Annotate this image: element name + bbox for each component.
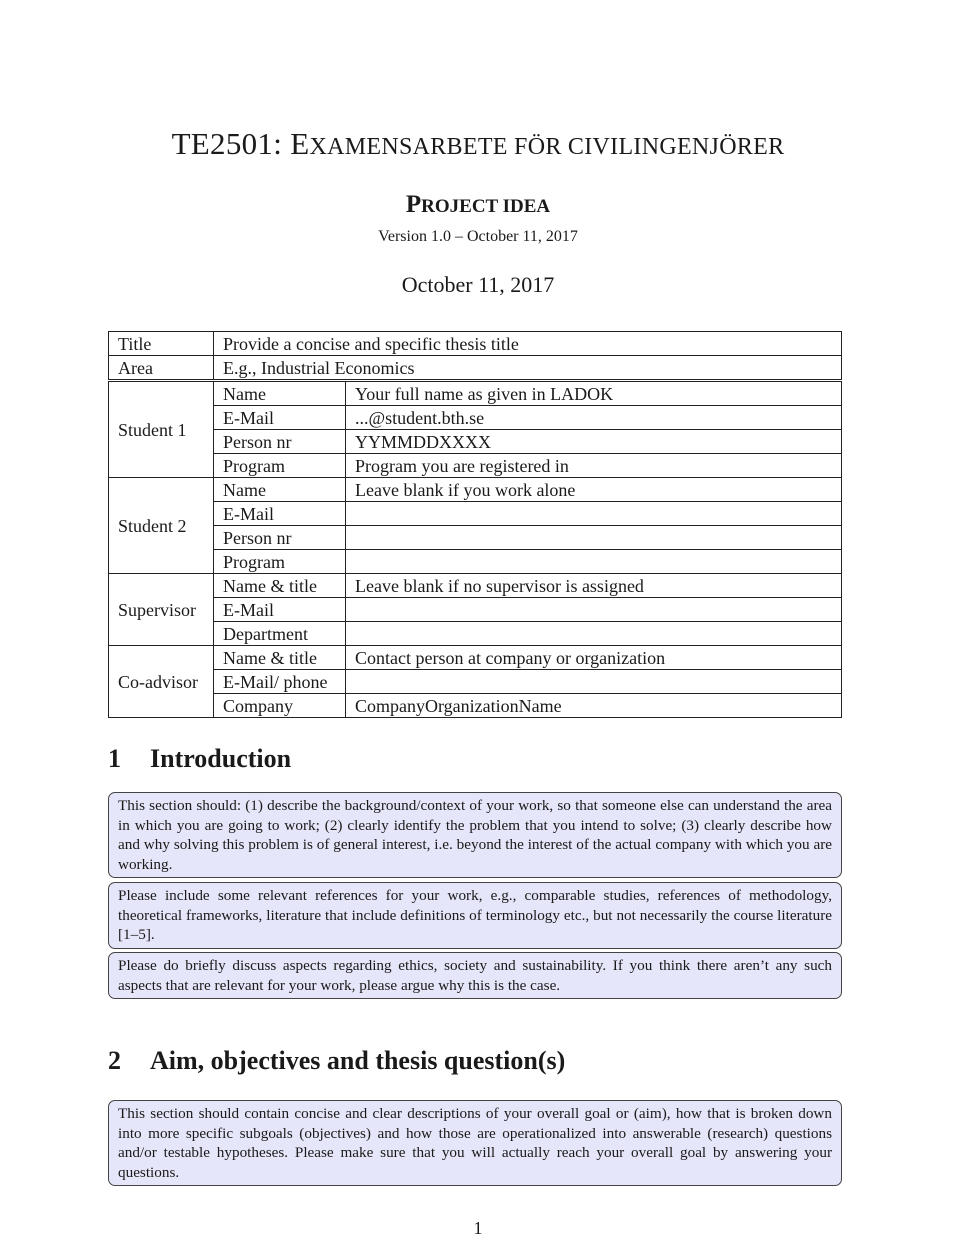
page-number: 1 (473, 1218, 483, 1238)
area-value: E.g., Industrial Economics (214, 356, 842, 381)
table-row (109, 454, 842, 478)
field-label: Person nr (214, 526, 346, 550)
field-value: YYMMDDXXXX (346, 430, 842, 454)
guidance-box: Please include some relevant references for your work, e.g., comparable studies, references of methodology, theoretical frameworks, literature that include definitions of terminology etc., but not necessarily the course literature [1–5]. (108, 882, 842, 949)
field-label: E-Mail/ phone (214, 670, 346, 694)
area-label: Area (109, 356, 214, 381)
guidance-box: Please do briefly discuss aspects regarding ethics, society and sustainability. If you think there aren’t any such aspects that are relevant for your work, please argue why this is the case. (108, 952, 842, 999)
field-value (346, 502, 842, 526)
field-label: Company (214, 694, 346, 718)
table-row (109, 356, 842, 381)
course-code: TE2501: (171, 126, 283, 161)
supervisor-label: Supervisor (109, 574, 214, 646)
student2-label: Student 2 (109, 478, 214, 574)
field-value: Leave blank if no supervisor is assigned (346, 574, 842, 598)
table-row (109, 646, 842, 670)
document-title (0, 126, 956, 162)
field-value (346, 622, 842, 646)
subtitle-rest: ROJECT IDEA (421, 196, 551, 217)
course-title-rest: XAMENSARBETE FÖR CIVILINGENJÖRER (309, 134, 785, 160)
table-row (109, 526, 842, 550)
guidance-box: This section should: (1) describe the background/context of your work, so that someone else can understand the area in which you are going to work; (2) clearly identify the problem that you intend to solve; (3) clearly describe how and why solving this problem is of general interest, i.e. beyond the interest of the actual company with which you are working. (108, 792, 842, 878)
table-row (109, 622, 842, 646)
field-label: E-Mail (214, 406, 346, 430)
field-label: Name (214, 381, 346, 406)
table-row (109, 478, 842, 502)
section-number: 2 (108, 1046, 121, 1075)
field-value (346, 670, 842, 694)
subtitle-lead: P (405, 191, 422, 218)
title-value: Provide a concise and specific thesis title (214, 332, 842, 356)
field-label: Name & title (214, 646, 346, 670)
table-row (109, 550, 842, 574)
field-value (346, 526, 842, 550)
guidance-box: This section should contain concise and clear descriptions of your overall goal or (aim), how that is broken down into more specific subgoals (objectives) and how those are operationalized into answerable (research) questions and/or testable hypotheses. Please make sure that you will actually reach your overall goal by answering your questions. (108, 1100, 842, 1186)
field-label: Person nr (214, 430, 346, 454)
section-title: Introduction (150, 744, 292, 773)
coadvisor-label: Co-advisor (109, 646, 214, 718)
field-label: Name (214, 478, 346, 502)
field-label: E-Mail (214, 502, 346, 526)
table-row (109, 670, 842, 694)
section-title: Aim, objectives and thesis question(s) (150, 1046, 566, 1075)
field-label: Name & title (214, 574, 346, 598)
section-heading-aim (108, 1046, 565, 1076)
document-subtitle (0, 191, 956, 219)
student1-label: Student 1 (109, 381, 214, 478)
version-line: Version 1.0 – October 11, 2017 (378, 228, 578, 245)
table-row (109, 598, 842, 622)
field-value: CompanyOrganizationName (346, 694, 842, 718)
table-row (109, 406, 842, 430)
field-value: Your full name as given in LADOK (346, 381, 842, 406)
field-value: Leave blank if you work alone (346, 478, 842, 502)
course-title-lead: E (290, 126, 310, 161)
document-date: October 11, 2017 (401, 272, 555, 297)
project-info-table (108, 331, 842, 718)
field-label: Program (214, 550, 346, 574)
field-value (346, 598, 842, 622)
field-value: Contact person at company or organization (346, 646, 842, 670)
field-value: Program you are registered in (346, 454, 842, 478)
table-row (109, 502, 842, 526)
section-number: 1 (108, 744, 121, 773)
field-value: ...@student.bth.se (346, 406, 842, 430)
section-heading-introduction (108, 744, 291, 774)
table-row (109, 381, 842, 406)
field-label: Program (214, 454, 346, 478)
field-value (346, 550, 842, 574)
field-label: Department (214, 622, 346, 646)
table-row (109, 332, 842, 356)
table-row (109, 574, 842, 598)
title-label: Title (109, 332, 214, 356)
table-row (109, 430, 842, 454)
field-label: E-Mail (214, 598, 346, 622)
table-row (109, 694, 842, 718)
